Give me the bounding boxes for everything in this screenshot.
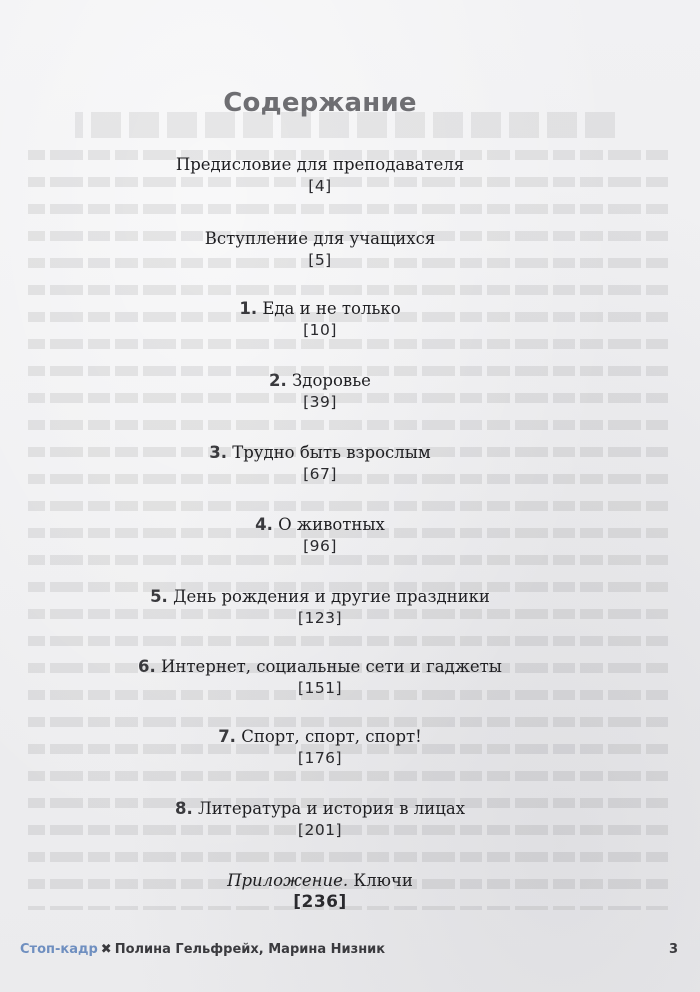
toc-entry-title: Еда и не только (262, 299, 401, 318)
toc-entry-introduction[interactable] (0, 228, 640, 270)
toc-entry-preface[interactable] (0, 154, 640, 196)
running-footer (20, 942, 385, 957)
toc-entry-chapter-8[interactable] (0, 798, 640, 840)
toc-entry-chapter-6[interactable] (0, 656, 640, 698)
toc-entry-label (0, 586, 640, 608)
toc-entry-chapter-3[interactable] (0, 442, 640, 484)
toc-entry-label (0, 514, 640, 536)
toc-entry-label (0, 656, 640, 678)
toc-entry-page: [39] (303, 393, 337, 411)
toc-entry-number: 1. (239, 299, 258, 318)
toc-entry-label (0, 870, 640, 892)
authors: Полина Гельфрейх, Марина Низник (114, 942, 386, 957)
toc-entry-label (0, 228, 640, 250)
toc-entry-label (0, 726, 640, 748)
toc-entry-number: 6. (138, 657, 156, 676)
toc-entry-label (0, 798, 640, 820)
toc-entry-page: [67] (303, 465, 337, 483)
toc-entry-title: Литература и история в лицах (197, 799, 466, 818)
toc-entry-page: [5] (308, 251, 332, 269)
toc-entry-title: Ключи (353, 871, 413, 890)
cross-icon: ✖ (100, 942, 112, 957)
appendix-prefix: Приложение. (227, 871, 349, 890)
toc-entry-page: [4] (308, 177, 332, 195)
toc-entry-page: [236] (293, 892, 347, 912)
toc-entry-title: Спорт, спорт, спорт! (241, 727, 422, 746)
toc-entry-page: [151] (297, 679, 343, 697)
toc-entry-label (0, 442, 640, 464)
toc-entry-page: [10] (303, 321, 337, 339)
toc-entry-number: 5. (150, 587, 168, 606)
toc-entry-label (0, 370, 640, 392)
toc-entry-page: [96] (303, 537, 337, 555)
toc-entry-page: [123] (297, 609, 343, 627)
toc-entry-number: 4. (255, 515, 273, 534)
series-name: Стоп-кадр (20, 942, 98, 957)
toc-entry-page: [201] (297, 821, 343, 839)
toc-entry-chapter-1[interactable] (0, 298, 640, 340)
page-number: 3 (668, 942, 678, 957)
toc-entry-title: Вступление для учащихся (204, 229, 436, 248)
toc-entry-number: 3. (209, 443, 227, 462)
toc-entry-title: Предисловие для преподавателя (175, 155, 465, 174)
toc-entry-chapter-7[interactable] (0, 726, 640, 768)
toc-entry-label (0, 154, 640, 176)
toc-entry-title: Интернет, социальные сети и гаджеты (161, 657, 502, 676)
toc-entry-chapter-4[interactable] (0, 514, 640, 556)
toc-entry-title: Трудно быть взрослым (232, 443, 431, 462)
toc-entry-title: Здоровье (292, 371, 371, 390)
toc-entry-appendix[interactable] (0, 870, 640, 912)
toc-entry-number: 7. (218, 727, 236, 746)
toc-entry-number: 8. (174, 799, 193, 818)
toc-entry-label (0, 298, 640, 320)
toc-entry-title: О животных (278, 515, 385, 534)
toc-entry-page: [176] (297, 749, 343, 767)
toc-entry-title: День рождения и другие праздники (173, 587, 490, 606)
toc-entry-number: 2. (269, 371, 287, 390)
toc-entry-chapter-5[interactable] (0, 586, 640, 628)
page-title: Содержание (223, 88, 417, 118)
toc-entry-chapter-2[interactable] (0, 370, 640, 412)
